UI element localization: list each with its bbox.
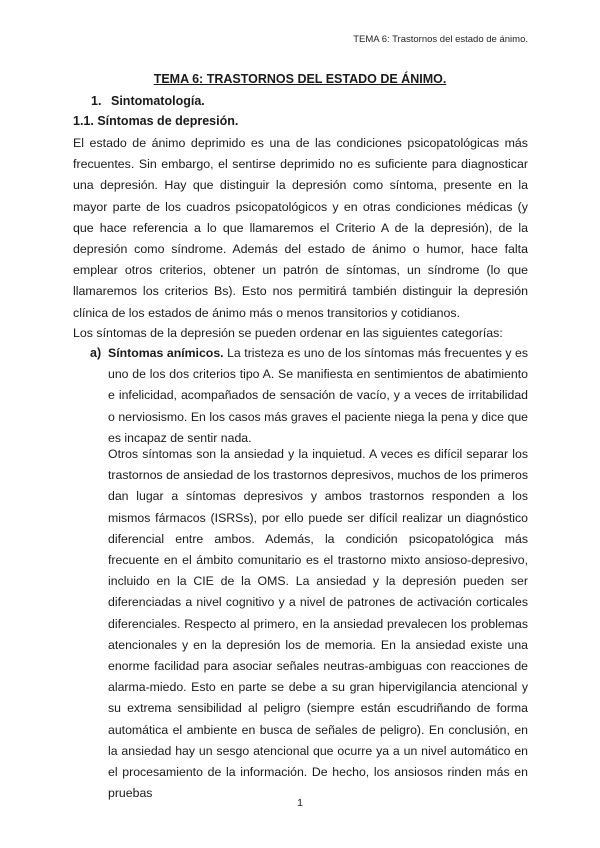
intro-paragraph: El estado de ánimo deprimido es una de las condiciones psicopatológicas más frecuentes. Sin embargo, el sentirse deprimido no es suficiente para diagnosticar una depresión. Hay que distinguir la depresión como síntoma, presente en la mayor parte de los cuadros psicopatológicos y en otras condiciones médicas (y que hace referencia a lo que llamaremos el Criterio A de la depresión), de la depresión como síndrome. Además del estado de ánimo o humor, hace falta emplear otros criterios, obtener un patrón de síntomas, un síndrome (lo que llamaremos los criterios Bs). Esto nos permitirá también distinguir la depresión clínica de los estados de ánimo más o menos transitorios y cotidianos. [73, 136, 528, 320]
list-item-body: La tristeza es uno de los síntomas más frecuentes y es uno de los dos criterios tipo A. Se manifiesta en sentimientos de abatimiento e infelicidad, acompañados de sensación de vacío, y a veces de irritabilidad o nerviosismo. En los casos más graves el paciente niega la pena y dice que es incapaz de sentir nada. [108, 346, 528, 445]
page-number: 1 [297, 797, 303, 809]
list-item-continuation: Otros síntomas son la ansiedad y la inquietud. A veces es difícil separar los trastornos de ansiedad de los trastornos depresivos, muchos de los primeros dan lugar a síntomas depresivos y ambos trastornos responden a los mismos fármacos (ISRSs), por ello puede ser difícil realizar un diagnóstico diferencial entre ambos. Además, la condición psicopatológica más frecuente en el ámbito comunitario es el trastorno mixto ansioso-depresivo, incluido en la CIE de la OMS. La ansiedad y la depresión pueden ser diferenciadas a nivel cognitivo y a nivel de patrones de activación corticales diferenciales. Respecto al primero, en la ansiedad prevalecen los problemas atencionales y en la depresión los de memoria. En la ansiedad existe una enorme facilidad para asociar señales neutras-ambiguas con reacciones de alarma-miedo. Esto en parte se debe a su gran hipervigilancia atencional y su extrema sensibilidad al peligro (siempre están escudriñando de forma automática el ambiente en busca de señales de peligro). En conclusión, en la ansiedad hay un sesgo atencional que ocurre ya a un nivel automático en el procesamiento de la información. De hecho, los ansiosos rinden más en pruebas [108, 447, 528, 801]
section-label: Sintomatología. [111, 94, 205, 108]
section-heading [91, 94, 205, 108]
running-header: TEMA 6: Trastornos del estado de ánimo. [353, 34, 528, 45]
list-item-text [108, 343, 528, 449]
list-item-term: Síntomas anímicos. [108, 346, 224, 360]
page-title: TEMA 6: TRASTORNOS DEL ESTADO DE ÁNIMO. [153, 72, 447, 86]
list-marker: a) [90, 346, 102, 360]
categories-intro: Los síntomas de la depresión se pueden ordenar en las siguientes categorías: [73, 326, 503, 340]
subsection-heading: 1.1. Síntomas de depresión. [73, 114, 239, 128]
section-number: 1. [91, 94, 102, 108]
